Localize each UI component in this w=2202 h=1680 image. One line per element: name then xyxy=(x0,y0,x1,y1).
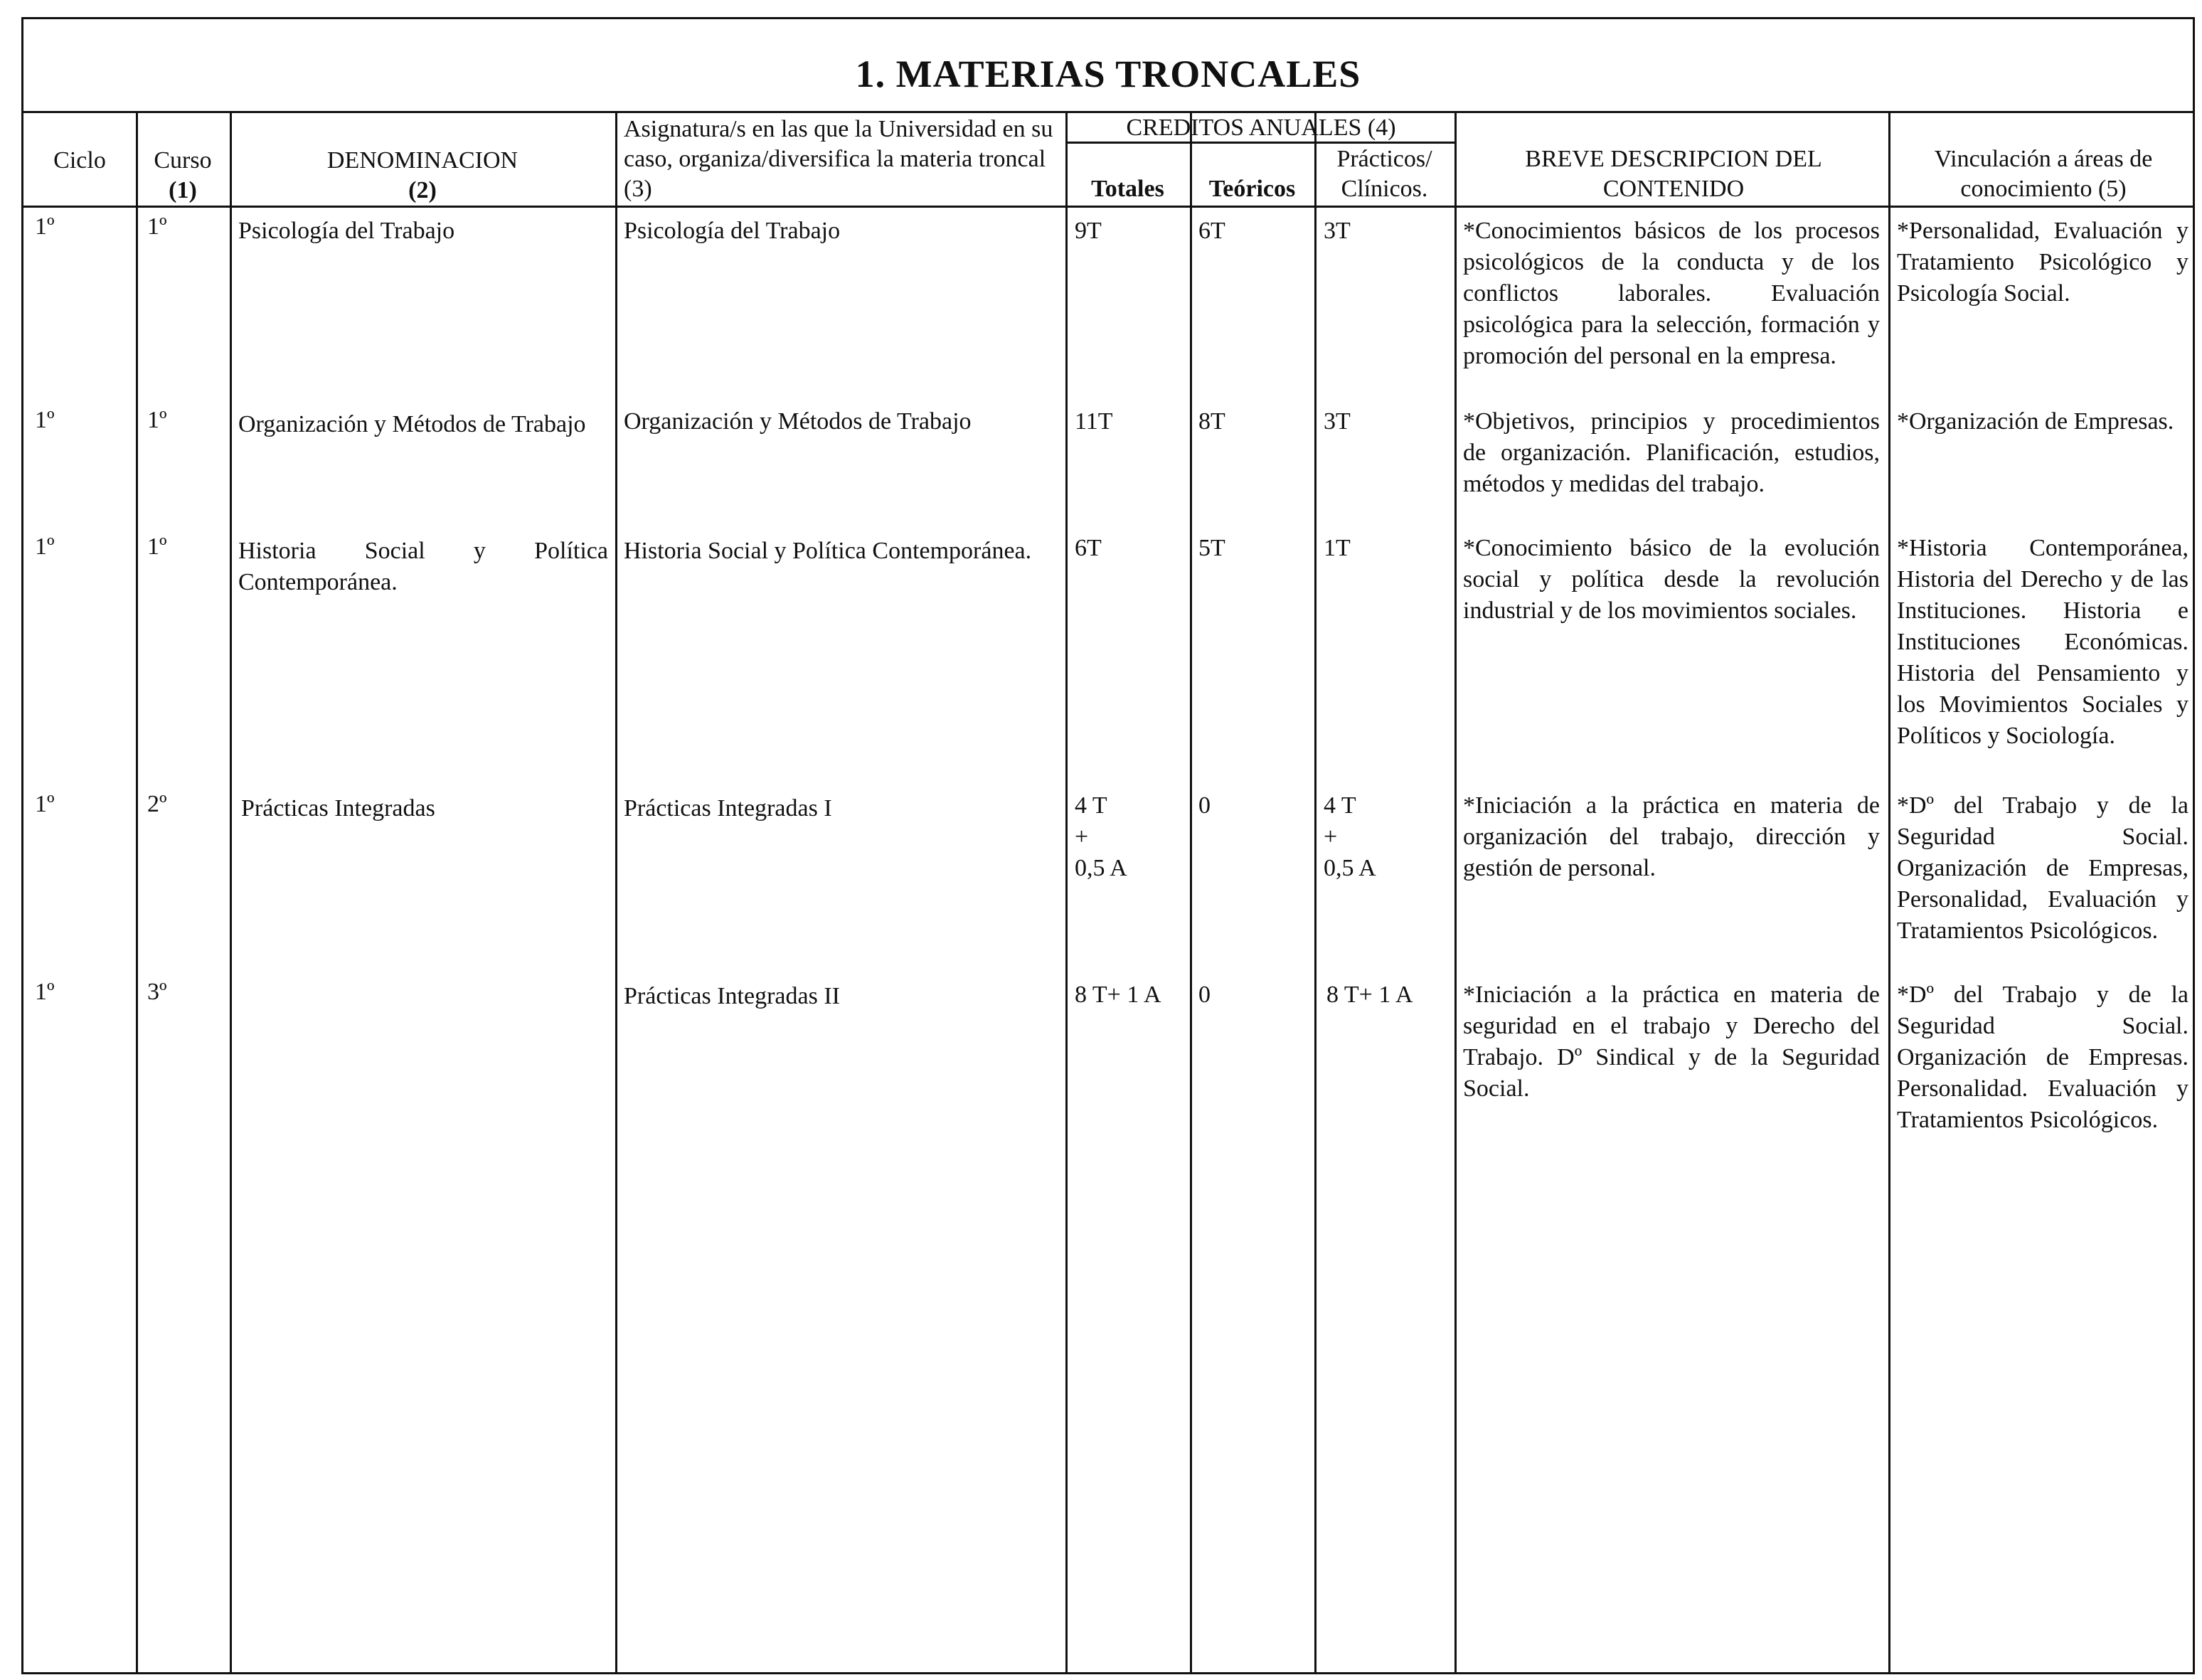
materias-table xyxy=(21,17,2195,1674)
col-divider-descripcion xyxy=(1454,113,1457,1672)
row2-vinculacion: *Organización de Empresas. xyxy=(1897,408,2174,435)
header-asignatura: Asignatura/s en las que la Universidad en su caso, organiza/diversifica la materia troncal (3) xyxy=(624,116,1053,202)
col-divider-vinculacion xyxy=(1888,113,1890,1672)
header-practicos: Prácticos/ Clínicos. xyxy=(1336,146,1432,202)
row4-teoricos: 0 xyxy=(1198,792,1211,819)
row2-ciclo: 1º xyxy=(35,407,55,433)
header-denominacion: DENOMINACION xyxy=(326,147,518,174)
row5-asignatura: Prácticas Integradas II xyxy=(624,983,840,1009)
row4-ciclo: 1º xyxy=(35,791,55,817)
row1-curso: 1º xyxy=(147,213,167,240)
row1-vinculacion: *Personalidad, Evaluación y Tratamiento Psicológico y Psicología Social. xyxy=(1897,218,2188,307)
row2-curso: 1º xyxy=(147,407,167,433)
row4-denominacion: Prácticas Integradas xyxy=(241,795,435,822)
row5-descripcion: *Iniciación a la práctica en materia de seguridad en el trabajo y Derecho del Trabajo. Dº Sindical y de la Seguridad Social. xyxy=(1463,982,1880,1102)
row3-totales: 6T xyxy=(1075,535,1102,561)
row2-practicos: 3T xyxy=(1324,408,1351,435)
header-teoricos: Teóricos xyxy=(1208,176,1296,202)
row4-totales: 4 T + 0,5 A xyxy=(1075,792,1127,881)
row3-asignatura: Historia Social y Política Contemporánea. xyxy=(624,538,1032,564)
row2-denominacion: Organización y Métodos de Trabajo xyxy=(238,411,586,437)
col-divider-practicos xyxy=(1314,113,1317,1672)
row3-denominacion: Historia Social y Política Contemporánea. xyxy=(238,538,608,595)
row4-descripcion: *Iniciación a la práctica en materia de organización del trabajo, dirección y gestión de personal. xyxy=(1463,792,1880,881)
row3-ciclo: 1º xyxy=(35,533,55,560)
row3-teoricos: 5T xyxy=(1198,535,1225,561)
header-denominacion-note: (2) xyxy=(408,177,437,203)
header-curso: Curso xyxy=(154,147,212,174)
row1-totales: 9T xyxy=(1075,218,1102,244)
title-row xyxy=(23,19,2193,113)
row3-practicos: 1T xyxy=(1324,535,1351,561)
header-totales: Totales xyxy=(1091,176,1164,202)
row5-vinculacion: *Dº del Trabajo y de la Seguridad Social. Organización de Empresas. Personalidad. Evaluación y Tratamientos Psicológicos. xyxy=(1897,982,2188,1133)
header-ciclo: Ciclo xyxy=(53,147,106,174)
row5-teoricos: 0 xyxy=(1198,982,1211,1008)
row2-asignatura: Organización y Métodos de Trabajo xyxy=(624,408,972,435)
row3-descripcion: *Conocimiento básico de la evolución social y política desde la revolución industrial y de los movimientos sociales. xyxy=(1463,535,1880,624)
col-divider-totales xyxy=(1065,113,1068,1672)
header-bottom-line xyxy=(23,206,2193,208)
row3-vinculacion: *Historia Contemporánea, Historia del Derecho y de las Instituciones. Historia e Instituciones Económicas. Historia del Pensamiento y los Movimientos Sociales y Políticos y Sociología. xyxy=(1897,535,2188,749)
col-divider-curso xyxy=(136,113,138,1672)
header-descripcion: BREVE DESCRIPCION DEL CONTENIDO xyxy=(1525,146,1822,202)
row5-curso: 3º xyxy=(147,979,167,1005)
row4-asignatura: Prácticas Integradas I xyxy=(624,795,832,822)
row2-totales: 11T xyxy=(1075,408,1113,435)
row4-vinculacion: *Dº del Trabajo y de la Seguridad Social. Organización de Empresas, Personalidad, Evaluación y Tratamientos Psicológicos. xyxy=(1897,792,2188,944)
row1-descripcion: *Conocimientos básicos de los procesos psicológicos de la conducta y de los conflictos laborales. Evaluación psicológica para la selección, formación y promoción del personal en la empresa. xyxy=(1463,218,1880,369)
header-curso-note: (1) xyxy=(169,177,197,203)
row4-practicos: 4 T + 0,5 A xyxy=(1324,792,1376,881)
row1-practicos: 3T xyxy=(1324,218,1351,244)
row5-practicos: 8 T+ 1 A xyxy=(1326,982,1413,1008)
row1-ciclo: 1º xyxy=(35,213,55,240)
header-vinculacion: Vinculación a áreas de conocimiento (5) xyxy=(1934,146,2153,202)
row2-descripcion: *Objetivos, principios y procedimientos de organización. Planificación, estudios, métodos y medidas del trabajo. xyxy=(1463,408,1880,497)
col-divider-denominacion xyxy=(230,113,232,1672)
row1-teoricos: 6T xyxy=(1198,218,1225,244)
header-creditos: CREDITOS ANUALES (4) xyxy=(1126,115,1396,141)
row2-teoricos: 8T xyxy=(1198,408,1225,435)
row1-denominacion: Psicología del Trabajo xyxy=(238,218,455,244)
row3-curso: 1º xyxy=(147,533,167,560)
row4-curso: 2º xyxy=(147,791,167,817)
row1-asignatura: Psicología del Trabajo xyxy=(624,218,841,244)
col-divider-asignatura xyxy=(615,113,617,1672)
row5-ciclo: 1º xyxy=(35,979,55,1005)
page-title: 1. MATERIAS TRONCALES xyxy=(855,52,1361,95)
col-divider-teoricos xyxy=(1190,113,1192,1672)
row5-totales: 8 T+ 1 A xyxy=(1075,982,1161,1008)
